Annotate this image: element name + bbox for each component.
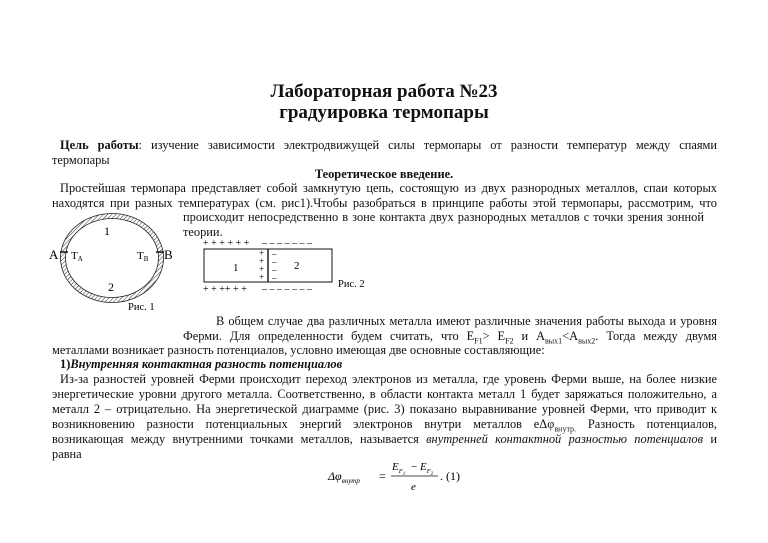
- fig2-plus-4: +: [259, 272, 265, 282]
- fermi-text-a: Ферми. Для определенности будем считать, что E: [183, 329, 475, 343]
- svg-text:EF1: [391, 461, 405, 477]
- fig2-bottom-plus: + + ++ + +: [203, 284, 247, 295]
- fig2-caption: Рис. 2: [338, 279, 365, 290]
- svg-text:TA: [71, 250, 83, 263]
- figure-1: [46, 212, 176, 317]
- fermi-text-b: > E: [482, 329, 506, 343]
- formula-den: e: [411, 481, 416, 493]
- fig1-label-tb: T: [137, 250, 144, 262]
- body-line-6: равна: [52, 447, 82, 461]
- formula-minus: −: [411, 461, 418, 473]
- body-line-1: Из-за разностей уровней Ферми происходит переход электронов из металла, где уровень Ферми выше, на более низкие: [60, 372, 717, 386]
- goal-label: Цель работы: [60, 138, 139, 152]
- fig1-label-ta: T: [71, 250, 78, 262]
- formula-num-e2: E: [420, 461, 427, 473]
- formula-num-e1: E: [392, 461, 399, 473]
- formula-num-f2: F: [426, 468, 431, 475]
- fig2-label-2: 2: [294, 260, 300, 272]
- fig1-label-ta-sub: A: [77, 255, 83, 263]
- fermi-line-3: металлами возникает разность потенциалов, условно имеющая две основные составляющие:: [52, 343, 545, 357]
- fig2-top-minus: – – – – – – –: [262, 238, 312, 249]
- fig1-label-2: 2: [108, 280, 114, 294]
- svg-text:TB: [137, 250, 149, 263]
- fig2-minus-2: –: [272, 257, 277, 267]
- goal-line-2: термопары: [52, 153, 110, 167]
- body-line-3: металл 2 – отрицательно. На энергетической диаграмме (рис. 3) показано выравнивание уровней Ферми, что приводит к: [52, 402, 717, 416]
- figure-2: [200, 236, 365, 296]
- fig2-minus-4: –: [272, 273, 277, 283]
- formula-num-1: 1: [402, 472, 406, 477]
- formula-num-f1: F: [398, 468, 403, 475]
- body-line-5: [52, 432, 717, 448]
- formula-1: [326, 454, 460, 496]
- formula-eq: =: [379, 469, 386, 483]
- formula-lhs-sub: внутр: [341, 477, 360, 485]
- fig2-bottom-minus: – – – – – – –: [262, 284, 312, 295]
- fig1-label-1: 1: [104, 224, 110, 238]
- goal-line-1: [60, 138, 717, 154]
- fig2-minus-3: –: [272, 265, 277, 275]
- section-1-heading: [60, 357, 342, 373]
- section-1-number: 1): [60, 357, 71, 371]
- intro-line-2: находятся при разных температурах (см. рис1).Чтобы разобраться в принципе работы этой термопары, рассмотрим, что: [52, 196, 717, 210]
- body-line-5-text: возникающая между внутренними точками металлов, называется: [52, 432, 427, 446]
- formula-num-2: 2: [430, 472, 434, 477]
- fig2-top-plus: + + + + + +: [203, 238, 250, 249]
- svg-text:EF2: [419, 461, 434, 477]
- fermi-sub-a2: вых2: [578, 336, 596, 346]
- formula-number: . (1): [440, 469, 460, 483]
- body-line-4-text: возникновению разности потенциальных энергий электронов внутри металлов eΔφ: [52, 417, 555, 431]
- fermi-text-e: . Тогда между двумя: [595, 329, 717, 343]
- intro-line-4: теории.: [183, 225, 223, 239]
- fermi-line-1: В общем случае два различных металла имеют различные значения работы выхода и уровня: [216, 314, 717, 328]
- fermi-text-d: <A: [562, 329, 579, 343]
- theory-heading: Теоретическое введение.: [314, 167, 454, 181]
- fig2-minus-1: –: [272, 249, 277, 259]
- section-1-title: Внутренняя контактная разность потенциалов: [70, 357, 343, 371]
- fermi-text-c: и A: [513, 329, 546, 343]
- body-line-2: энергетические уровни другого металла. Соответственно, в области контакта металл 1 будет заряжаться положительно, а: [52, 387, 717, 401]
- fig2-plus-1: +: [259, 248, 265, 258]
- intro-line-1: Простейшая термопара представляет собой замкнутую цепь, состоящую из двух разнородных металлов, спаи которых: [60, 181, 717, 195]
- page-title: Лабораторная работа №23: [270, 81, 498, 102]
- body-line-4-sub: внутр.: [554, 424, 577, 434]
- body-line-4-end: Разность потенциалов,: [576, 417, 717, 431]
- fig1-label-a: A: [49, 247, 59, 262]
- fig2-label-1: 1: [233, 262, 239, 274]
- svg-text:Δφвнутр: [327, 469, 360, 485]
- fig1-label-b: B: [164, 247, 173, 262]
- fig1-label-tb-sub: B: [143, 255, 149, 263]
- fermi-sub-f2: F2: [505, 336, 514, 346]
- fig2-plus-3: +: [259, 264, 265, 274]
- fig1-caption: Рис. 1: [128, 302, 155, 313]
- fermi-sub-f1: F1: [474, 336, 483, 346]
- fig2-plus-2: +: [259, 256, 265, 266]
- body-line-5-end: и: [703, 432, 717, 446]
- intro-line-3: происходит непосредственно в зоне контакта двух разнородных металлов с точки зрения зонной: [183, 210, 704, 224]
- body-line-5-italic: внутренней контактной разностью потенциалов: [426, 432, 704, 446]
- goal-text-1: : изучение зависимости электродвижущей силы термопары от разности температур между спаями: [138, 138, 717, 152]
- formula-lhs: Δφ: [328, 469, 342, 483]
- fermi-sub-a1: вых1: [545, 336, 563, 346]
- page-subtitle: градуировка термопары: [279, 102, 489, 123]
